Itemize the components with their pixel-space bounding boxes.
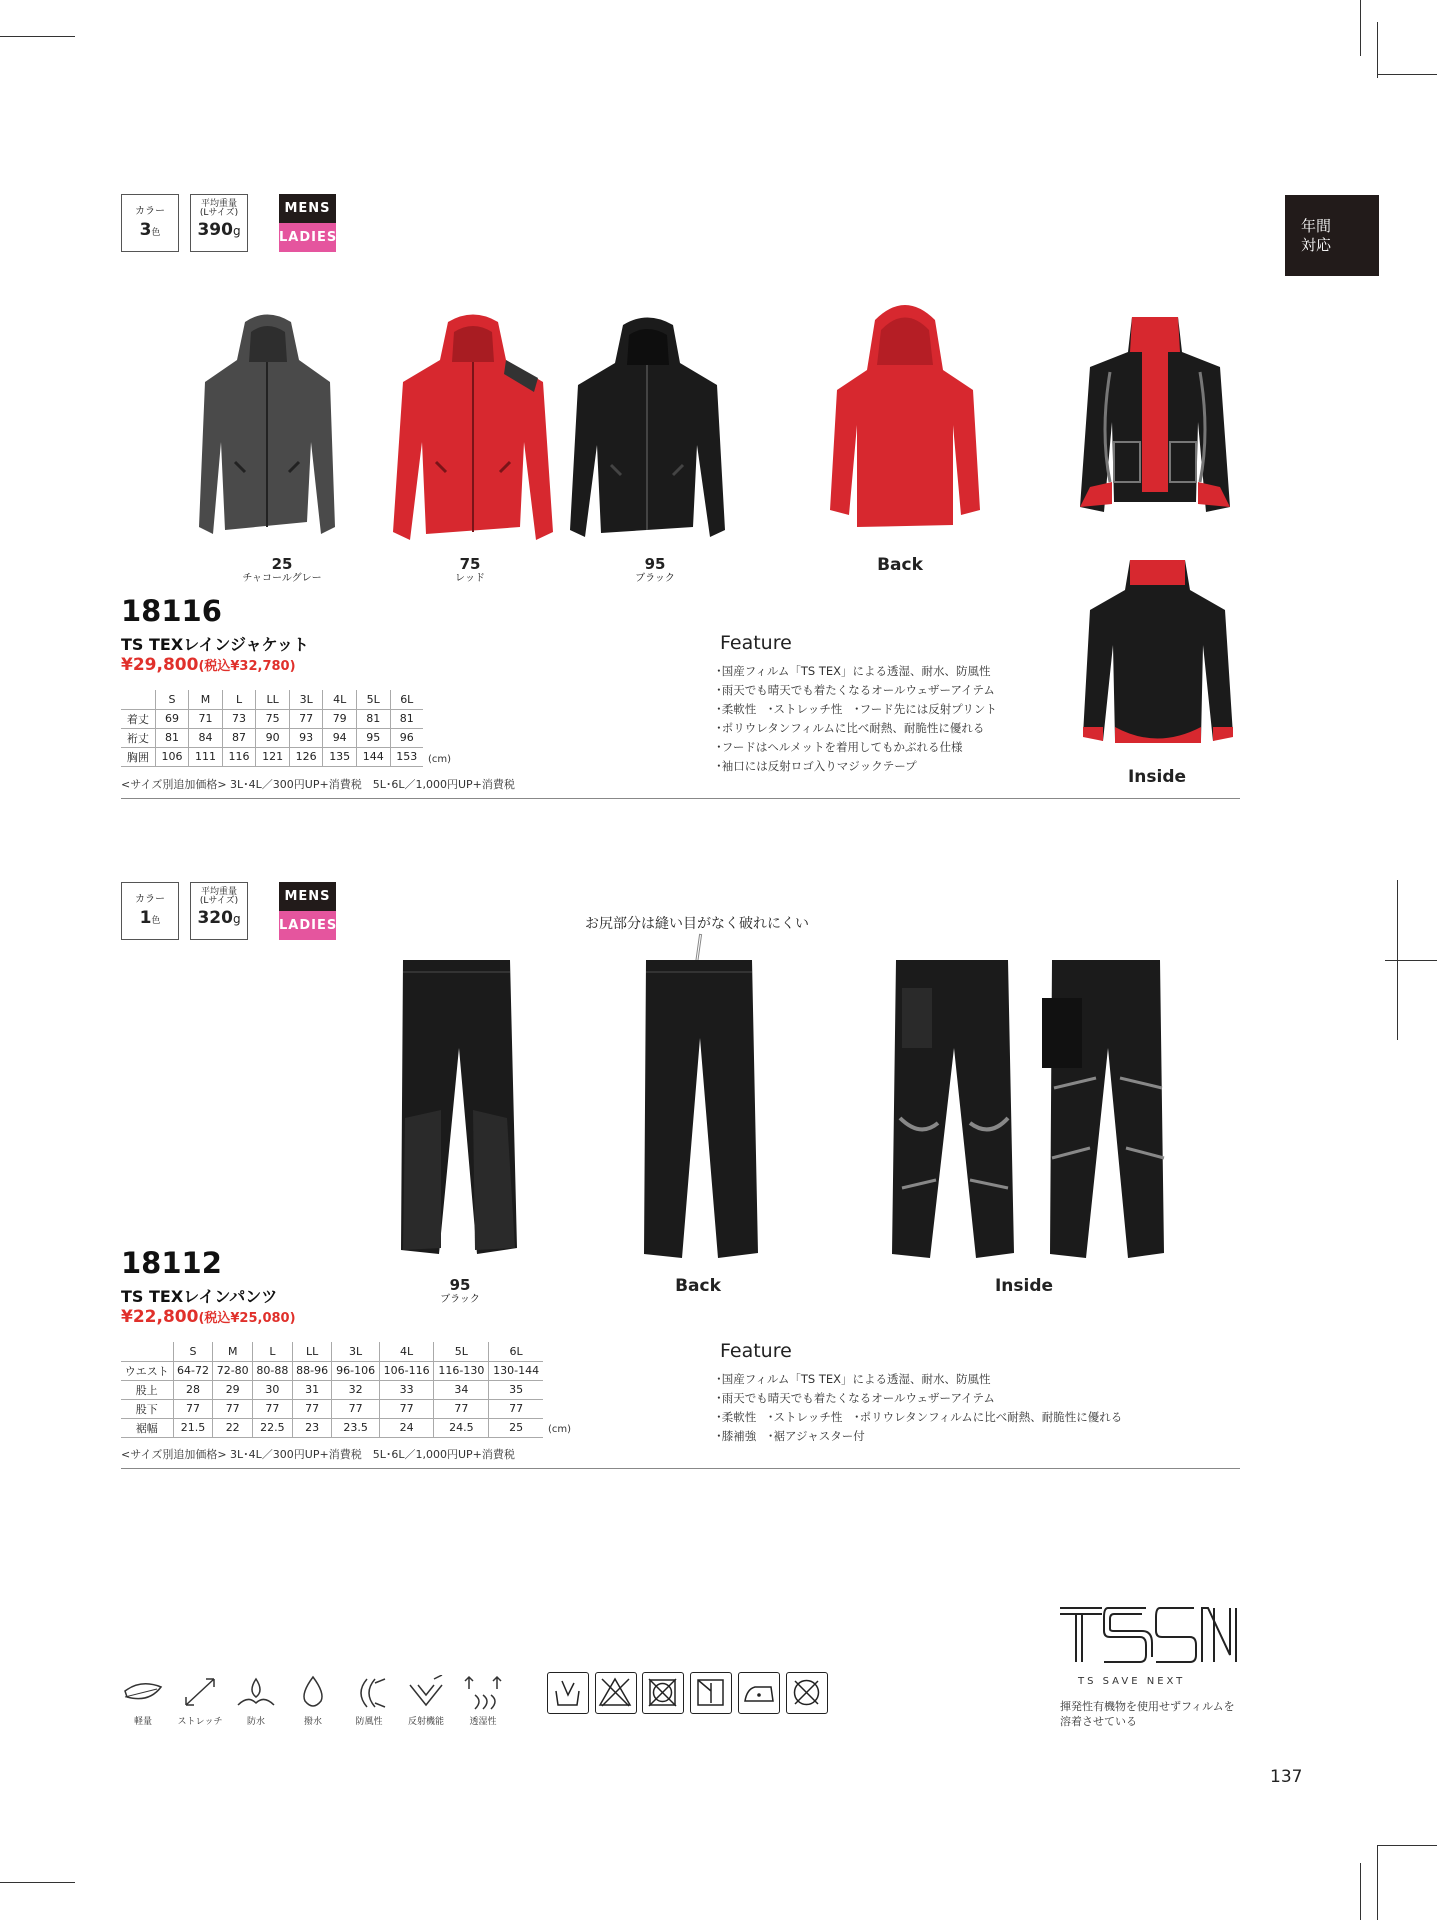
product-price	[121, 655, 296, 675]
image-caption	[410, 1277, 510, 1305]
size-cell: 94	[323, 728, 357, 747]
size-cell: 23.5	[332, 1418, 379, 1437]
size-cell: 77	[434, 1399, 489, 1418]
tab-line-2: 対応	[1301, 236, 1332, 254]
weight-label: 平均重量	[200, 887, 237, 897]
icon-label: 軽量	[133, 1717, 152, 1727]
stretch-arrows-icon	[175, 1675, 225, 1727]
crop-mark	[1360, 0, 1361, 56]
crop-mark	[1385, 960, 1437, 961]
size-cell: 64-72	[173, 1361, 213, 1380]
size-cell: 88-96	[292, 1361, 332, 1380]
size-cell: 96-106	[332, 1361, 379, 1380]
icon-label: 反射機能	[407, 1717, 444, 1727]
feature-item: ･雨天でも晴天でも着たくなるオールウェザーアイテム	[716, 1391, 995, 1405]
feature-title: Feature	[720, 632, 792, 654]
size-row-label: 股上	[121, 1380, 173, 1399]
mens-badge: MENS	[279, 882, 336, 911]
wind-icon	[344, 1675, 394, 1727]
color-unit: 色	[151, 915, 161, 926]
image-caption	[1107, 768, 1207, 787]
size-table-row	[121, 1399, 543, 1418]
size-cell: 77	[253, 1399, 293, 1418]
size-cell: 32	[332, 1380, 379, 1399]
size-cell: 72-80	[213, 1361, 253, 1380]
size-header-cell: 3L	[289, 690, 323, 709]
size-header-cell: 5L	[356, 690, 390, 709]
size-cell: 77	[379, 1399, 434, 1418]
size-cell: 77	[292, 1399, 332, 1418]
price-tax: (税込¥32,780)	[198, 659, 296, 674]
image-caption	[605, 556, 705, 584]
color-unit: 色	[151, 227, 161, 238]
size-table-row	[121, 1361, 543, 1380]
size-header-cell: S	[155, 690, 189, 709]
size-cell: 153	[390, 747, 423, 766]
pants-inside-back-image	[1040, 958, 1170, 1263]
color-name: レッド	[455, 572, 485, 584]
size-cell: 144	[356, 747, 390, 766]
color-number: 95	[449, 1276, 471, 1294]
price-value: ¥22,800	[121, 1307, 199, 1327]
size-cell: 79	[323, 709, 357, 728]
feature-item: ･フードはヘルメットを着用してもかぶれる仕様	[716, 740, 963, 754]
feature-item: ･ポリウレタンフィルムに比べ耐熱、耐脆性に優れる	[716, 721, 985, 735]
callout-text: お尻部分は縫い目がなく破れにくい	[585, 916, 809, 932]
size-cell: 77	[489, 1399, 543, 1418]
weight-value: 320	[197, 907, 233, 928]
no-tumble-dry-icon	[642, 1672, 684, 1714]
breathable-icon	[458, 1675, 508, 1727]
size-row-label: ウエスト	[121, 1361, 173, 1380]
jacket-inside-image	[1070, 312, 1240, 517]
size-table	[121, 690, 423, 767]
weight-size-label: (Lサイズ)	[199, 208, 239, 219]
jacket-inside-open-image	[1075, 555, 1240, 755]
crop-mark	[1360, 1863, 1361, 1920]
size-cell: 77	[332, 1399, 379, 1418]
size-cell: 77	[289, 709, 323, 728]
price-tax: (税込¥25,080)	[198, 1311, 296, 1326]
view-label: Back	[877, 555, 923, 575]
icon-label: 透湿性	[469, 1717, 497, 1727]
ladies-badge: LADIES	[279, 911, 336, 940]
size-cell: 24.5	[434, 1418, 489, 1437]
size-cell: 81	[390, 709, 423, 728]
size-row-label: 胸囲	[121, 747, 155, 766]
icon-label: 撥水	[303, 1717, 322, 1727]
size-header-cell: S	[173, 1342, 213, 1361]
crop-mark	[0, 1882, 75, 1883]
size-cell: 75	[256, 709, 290, 728]
jacket-back-image	[825, 305, 985, 535]
color-name: ブラック	[635, 572, 675, 584]
low-iron-icon	[738, 1672, 780, 1714]
size-cell: 22.5	[253, 1418, 293, 1437]
section-divider	[121, 798, 1240, 799]
size-price-note: <サイズ別追加価格> 3L･4L／300円UP+消費税 5L･6L／1,000円UP+消費税	[121, 1448, 515, 1461]
size-cell: 35	[489, 1380, 543, 1399]
color-name: チャコールグレー	[242, 572, 322, 584]
color-name: ブラック	[440, 1293, 480, 1305]
size-cell: 81	[155, 728, 189, 747]
size-cell: 23	[292, 1418, 332, 1437]
no-bleach-icon	[595, 1672, 637, 1714]
size-header-cell: 6L	[489, 1342, 543, 1361]
size-cell: 135	[323, 747, 357, 766]
feature-item: ･柔軟性 ･ストレッチ性 ･ポリウレタンフィルムに比べ耐熱、耐脆性に優れる	[716, 1410, 1123, 1424]
jacket-red-image	[388, 312, 558, 547]
weight-unit: g	[232, 223, 241, 238]
color-label: カラー	[135, 894, 165, 905]
product-name: TS TEXレインパンツ	[121, 1287, 278, 1306]
size-cell: 30	[253, 1380, 293, 1399]
icon-label: ストレッチ	[177, 1717, 223, 1727]
icon-label: 防風性	[355, 1717, 383, 1727]
weight-value: 390	[197, 219, 233, 240]
size-header-cell: 6L	[390, 690, 423, 709]
reflector-icon	[401, 1675, 451, 1727]
size-cell: 73	[222, 709, 256, 728]
no-dry-clean-icon	[786, 1672, 828, 1714]
pants-front-image	[395, 958, 520, 1258]
weight-badge	[190, 882, 248, 940]
color-count: 1	[139, 907, 152, 928]
size-row-label: 裄丈	[121, 728, 155, 747]
size-price-note: <サイズ別追加価格> 3L･4L／300円UP+消費税 5L･6L／1,000円UP+消費税	[121, 778, 515, 791]
size-header-cell: M	[213, 1342, 253, 1361]
crop-mark	[1377, 74, 1437, 75]
size-table-row	[121, 747, 423, 766]
size-table-row	[121, 1380, 543, 1399]
size-cell: 29	[213, 1380, 253, 1399]
size-table-header	[121, 1342, 543, 1361]
color-count-badge	[121, 882, 179, 940]
section-divider	[121, 1468, 1240, 1469]
tab-line-1: 年間	[1301, 217, 1332, 235]
size-header-cell	[121, 690, 155, 709]
crop-mark	[0, 36, 75, 37]
jacket-black-image	[565, 315, 730, 545]
page-number: 137	[1270, 1767, 1303, 1787]
weight-label: 平均重量	[200, 199, 237, 209]
size-header-cell: 4L	[323, 690, 357, 709]
size-cell: 77	[173, 1399, 213, 1418]
size-header-cell: L	[222, 690, 256, 709]
view-label: Inside	[1127, 767, 1187, 787]
size-row-label: 裾幅	[121, 1418, 173, 1437]
hand-wash-icon	[547, 1672, 589, 1714]
tssn-logo	[1058, 1605, 1240, 1665]
size-row-label: 着丈	[121, 709, 155, 728]
size-cell: 31	[292, 1380, 332, 1399]
crop-mark	[1377, 1845, 1378, 1920]
size-cell: 95	[356, 728, 390, 747]
feature-item: ･膝補強 ･裾アジャスター付	[716, 1429, 865, 1443]
size-header-cell: 5L	[434, 1342, 489, 1361]
feature-item: ･雨天でも晴天でも着たくなるオールウェザーアイテム	[716, 683, 995, 697]
size-cell: 106	[155, 747, 189, 766]
size-cell: 71	[189, 709, 223, 728]
mens-badge: MENS	[279, 194, 336, 223]
jacket-charcoal-image	[195, 312, 340, 542]
water-splash-icon	[231, 1675, 281, 1727]
weight-unit: g	[232, 911, 241, 926]
size-unit: (cm)	[548, 1424, 572, 1435]
size-cell: 96	[390, 728, 423, 747]
product-code: 18112	[121, 1246, 222, 1280]
crop-mark	[1377, 1845, 1437, 1846]
size-cell: 116	[222, 747, 256, 766]
size-table	[121, 1342, 543, 1438]
image-caption	[648, 1277, 748, 1296]
image-caption	[232, 556, 332, 584]
feature-item: ･袖口には反射ロゴ入りマジックテープ	[716, 759, 917, 773]
feature-title: Feature	[720, 1340, 792, 1362]
size-cell: 126	[289, 747, 323, 766]
size-cell: 33	[379, 1380, 434, 1399]
weight-size-label: (Lサイズ)	[199, 896, 239, 907]
size-cell: 81	[356, 709, 390, 728]
size-cell: 80-88	[253, 1361, 293, 1380]
size-table-header	[121, 690, 423, 709]
size-cell: 111	[189, 747, 223, 766]
size-cell: 121	[256, 747, 290, 766]
size-cell: 84	[189, 728, 223, 747]
water-drop-icon	[288, 1675, 338, 1727]
size-cell: 24	[379, 1418, 434, 1437]
size-cell: 69	[155, 709, 189, 728]
size-cell: 25	[489, 1418, 543, 1437]
color-count: 3	[139, 219, 152, 240]
view-label: Inside	[994, 1276, 1054, 1296]
price-value: ¥29,800	[121, 655, 199, 675]
brand-description-2: 溶着させている	[1060, 1715, 1137, 1728]
line-dry-shade-icon	[690, 1672, 732, 1714]
color-label: カラー	[135, 206, 165, 217]
ladies-badge: LADIES	[279, 223, 336, 252]
color-number: 95	[644, 555, 666, 573]
feature-item: ･国産フィルム「TS TEX」による透湿、耐水、防風性	[716, 1372, 991, 1386]
size-cell: 28	[173, 1380, 213, 1399]
feature-list	[716, 1370, 1122, 1446]
color-number: 75	[459, 555, 481, 573]
size-header-cell: L	[253, 1342, 293, 1361]
size-cell: 130-144	[489, 1361, 543, 1380]
crop-mark	[1377, 22, 1378, 78]
color-count-badge	[121, 194, 179, 252]
size-cell: 22	[213, 1418, 253, 1437]
size-table-row	[121, 728, 423, 747]
size-unit: (cm)	[428, 754, 452, 765]
size-cell: 106-116	[379, 1361, 434, 1380]
size-header-cell: 3L	[332, 1342, 379, 1361]
color-number: 25	[271, 555, 293, 573]
pants-inside-front-image	[890, 958, 1015, 1263]
weight-badge	[190, 194, 248, 252]
size-cell: 116-130	[434, 1361, 489, 1380]
size-header-cell: LL	[256, 690, 290, 709]
product-name: TS TEXレインジャケット	[121, 635, 309, 654]
feature-item: ･柔軟性 ･ストレッチ性 ･フード先には反射プリント	[716, 702, 997, 716]
product-code: 18116	[121, 594, 222, 628]
product-price	[121, 1307, 296, 1327]
size-cell: 34	[434, 1380, 489, 1399]
image-caption	[420, 556, 520, 584]
brand-tagline: TS SAVE NEXT	[1078, 1676, 1186, 1687]
feature-item: ･国産フィルム「TS TEX」による透湿、耐水、防風性	[716, 664, 991, 678]
size-header-cell: LL	[292, 1342, 332, 1361]
size-table-row	[121, 709, 423, 728]
year-round-tab	[1285, 195, 1379, 276]
size-header-cell	[121, 1342, 173, 1361]
size-header-cell: M	[189, 690, 223, 709]
pants-back-image	[640, 958, 760, 1263]
image-caption	[974, 1277, 1074, 1296]
image-caption	[850, 556, 950, 575]
feature-list	[716, 662, 997, 776]
brand-description-1: 揮発性有機物を使用せずフィルムを	[1060, 1700, 1235, 1713]
size-cell: 87	[222, 728, 256, 747]
size-cell: 93	[289, 728, 323, 747]
size-header-cell: 4L	[379, 1342, 434, 1361]
size-row-label: 股下	[121, 1399, 173, 1418]
view-label: Back	[675, 1276, 721, 1296]
feather-icon	[118, 1675, 168, 1727]
size-cell: 77	[213, 1399, 253, 1418]
size-cell: 21.5	[173, 1418, 213, 1437]
size-table-row	[121, 1418, 543, 1437]
icon-label: 防水	[246, 1717, 265, 1727]
size-cell: 90	[256, 728, 290, 747]
